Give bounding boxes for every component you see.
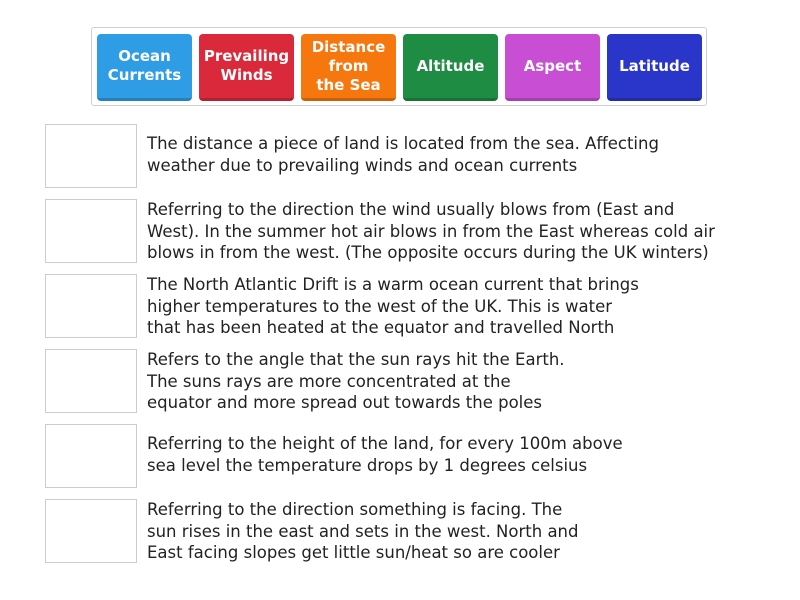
tile-distance-from-the-sea[interactable]: Distance from the Sea	[301, 34, 396, 101]
drop-slot[interactable]	[45, 499, 137, 563]
drop-slot[interactable]	[45, 274, 137, 338]
tile-aspect[interactable]: Aspect	[505, 34, 600, 101]
tile-prevailing-winds[interactable]: Prevailing Winds	[199, 34, 294, 101]
tile-latitude[interactable]: Latitude	[607, 34, 702, 101]
row-description: Referring to the direction something is facing. The sun rises in the east and sets in the west. North and East facing slopes get little sun/heat so are cooler	[147, 500, 579, 562]
row-description: The North Atlantic Drift is a warm ocean current that brings higher temperatures to the west of the UK. This is water that has been heated at the equator and travelled North	[147, 275, 639, 337]
match-row	[45, 124, 785, 190]
match-row	[45, 274, 785, 340]
drop-slot[interactable]	[45, 199, 137, 263]
tile-ocean-currents[interactable]: Ocean Currents	[97, 34, 192, 101]
match-row	[45, 424, 785, 490]
match-row	[45, 499, 785, 565]
answer-tile-tray	[91, 27, 707, 106]
match-row	[45, 349, 785, 415]
tile-altitude[interactable]: Altitude	[403, 34, 498, 101]
drop-slot[interactable]	[45, 424, 137, 488]
row-description: Refers to the angle that the sun rays hit the Earth. The suns rays are more concentrated at the equator and more spread out towards the poles	[147, 350, 565, 412]
drop-slot[interactable]	[45, 124, 137, 188]
row-description: Referring to the direction the wind usually blows from (East and West). In the summer hot air blows in from the East whereas cold air blows in from the west. (The opposite occurs during the UK winters)	[147, 200, 715, 262]
row-description: Referring to the height of the land, for every 100m above sea level the temperature drops by 1 degrees celsius	[147, 434, 623, 475]
row-description: The distance a piece of land is located from the sea. Affecting weather due to prevailing winds and ocean currents	[147, 134, 659, 175]
drop-slot[interactable]	[45, 349, 137, 413]
match-row	[45, 199, 785, 265]
